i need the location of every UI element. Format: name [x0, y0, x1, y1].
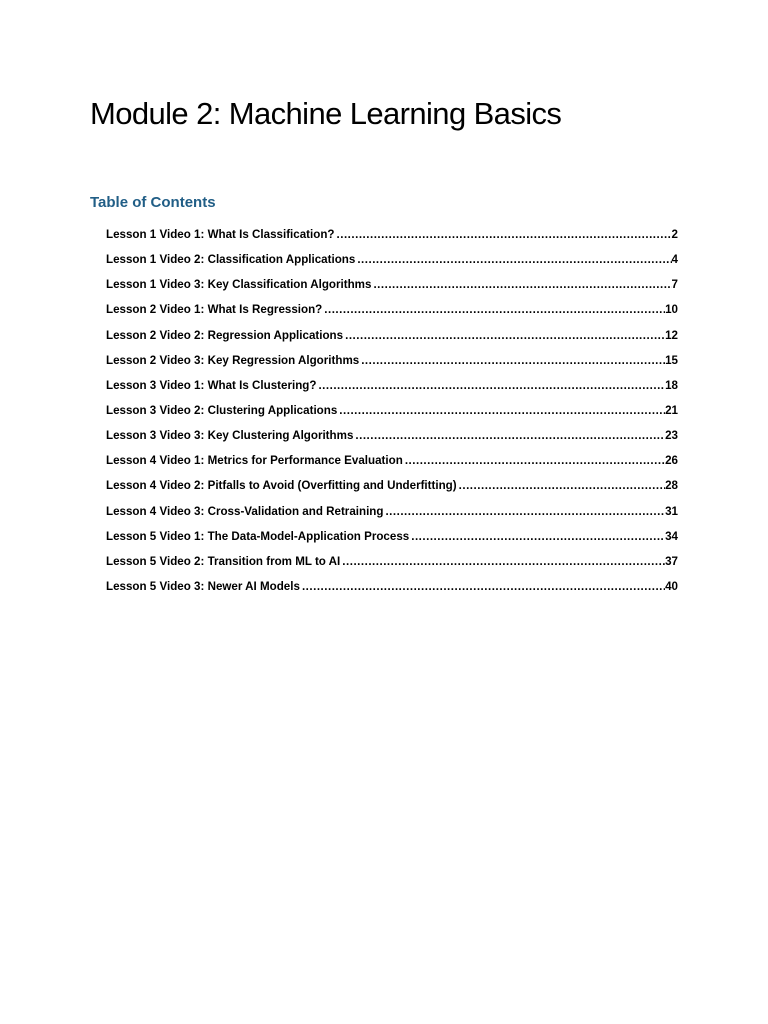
toc-entry-page-number: 18 [665, 378, 678, 392]
toc-entry[interactable] [106, 450, 678, 475]
toc-entry-title: Lesson 3 Video 2: Clustering Applications [106, 403, 338, 417]
toc-entry-page-number: 12 [665, 328, 678, 342]
toc-entry[interactable] [106, 249, 678, 274]
toc-entry-page-number: 40 [665, 579, 678, 593]
toc-entry-page-number: 2 [671, 228, 678, 241]
toc-entry-title: Lesson 4 Video 2: Pitfalls to Avoid (Overfitting and Underfitting) [106, 479, 457, 493]
dot-leader [340, 551, 665, 573]
dot-leader [343, 325, 665, 347]
toc-entry-page-number: 21 [665, 403, 678, 417]
toc-entry-page-number: 10 [665, 303, 678, 317]
toc-entry[interactable] [106, 526, 678, 551]
toc-entry-title: Lesson 4 Video 1: Metrics for Performance Evaluation [106, 454, 403, 468]
toc-entry[interactable] [106, 576, 678, 601]
document-title: Module 2: Machine Learning Basics [90, 96, 562, 131]
dot-leader [403, 450, 665, 472]
table-of-contents [106, 224, 678, 601]
toc-entry-title: Lesson 1 Video 1: What Is Classification? [106, 228, 335, 241]
toc-entry-page-number: 15 [665, 353, 678, 367]
dot-leader [335, 224, 672, 246]
toc-entry-title: Lesson 2 Video 3: Key Regression Algorithms [106, 353, 360, 367]
toc-entry-title: Lesson 1 Video 3: Key Classification Algorithms [106, 278, 372, 292]
dot-leader [409, 526, 665, 548]
toc-entry-title: Lesson 5 Video 3: Newer AI Models [106, 579, 300, 593]
toc-entry[interactable] [106, 274, 678, 299]
toc-entry-title: Lesson 3 Video 1: What Is Clustering? [106, 378, 317, 392]
dot-leader [316, 375, 665, 397]
dot-leader [359, 350, 665, 372]
toc-entry[interactable] [106, 475, 678, 500]
dot-leader [355, 249, 671, 271]
dot-leader [383, 501, 665, 523]
toc-entry-page-number: 37 [665, 554, 678, 568]
toc-entry-title: Lesson 1 Video 2: Classification Applications [106, 253, 356, 267]
toc-entry-page-number: 31 [665, 504, 678, 518]
toc-entry-page-number: 4 [671, 253, 678, 267]
dot-leader [353, 425, 665, 447]
toc-entry[interactable] [106, 400, 678, 425]
toc-entry-page-number: 23 [665, 429, 678, 443]
dot-leader [337, 400, 665, 422]
dot-leader [457, 475, 665, 497]
dot-leader [300, 576, 665, 598]
toc-entry[interactable] [106, 551, 678, 576]
dot-leader [371, 274, 671, 296]
toc-entry-title: Lesson 5 Video 1: The Data-Model-Application Process [106, 529, 410, 543]
toc-entry[interactable] [106, 350, 678, 375]
toc-entry-page-number: 26 [665, 454, 678, 468]
toc-entry[interactable] [106, 375, 678, 400]
toc-entry-title: Lesson 3 Video 3: Key Clustering Algorithms [106, 429, 354, 443]
toc-entry[interactable] [106, 325, 678, 350]
toc-entry[interactable] [106, 224, 678, 249]
toc-entry-page-number: 34 [665, 529, 678, 543]
toc-entry[interactable] [106, 299, 678, 324]
toc-heading: Table of Contents [90, 194, 216, 211]
toc-entry-page-number: 7 [671, 278, 678, 292]
toc-entry-title: Lesson 2 Video 2: Regression Applications [106, 328, 344, 342]
toc-entry-title: Lesson 5 Video 2: Transition from ML to AI [106, 554, 341, 568]
toc-entry[interactable] [106, 425, 678, 450]
toc-entry-title: Lesson 2 Video 1: What Is Regression? [106, 303, 323, 317]
toc-entry-title: Lesson 4 Video 3: Cross-Validation and Retraining [106, 504, 384, 518]
dot-leader [322, 299, 665, 321]
toc-entry[interactable] [106, 501, 678, 526]
toc-entry-page-number: 28 [665, 479, 678, 493]
